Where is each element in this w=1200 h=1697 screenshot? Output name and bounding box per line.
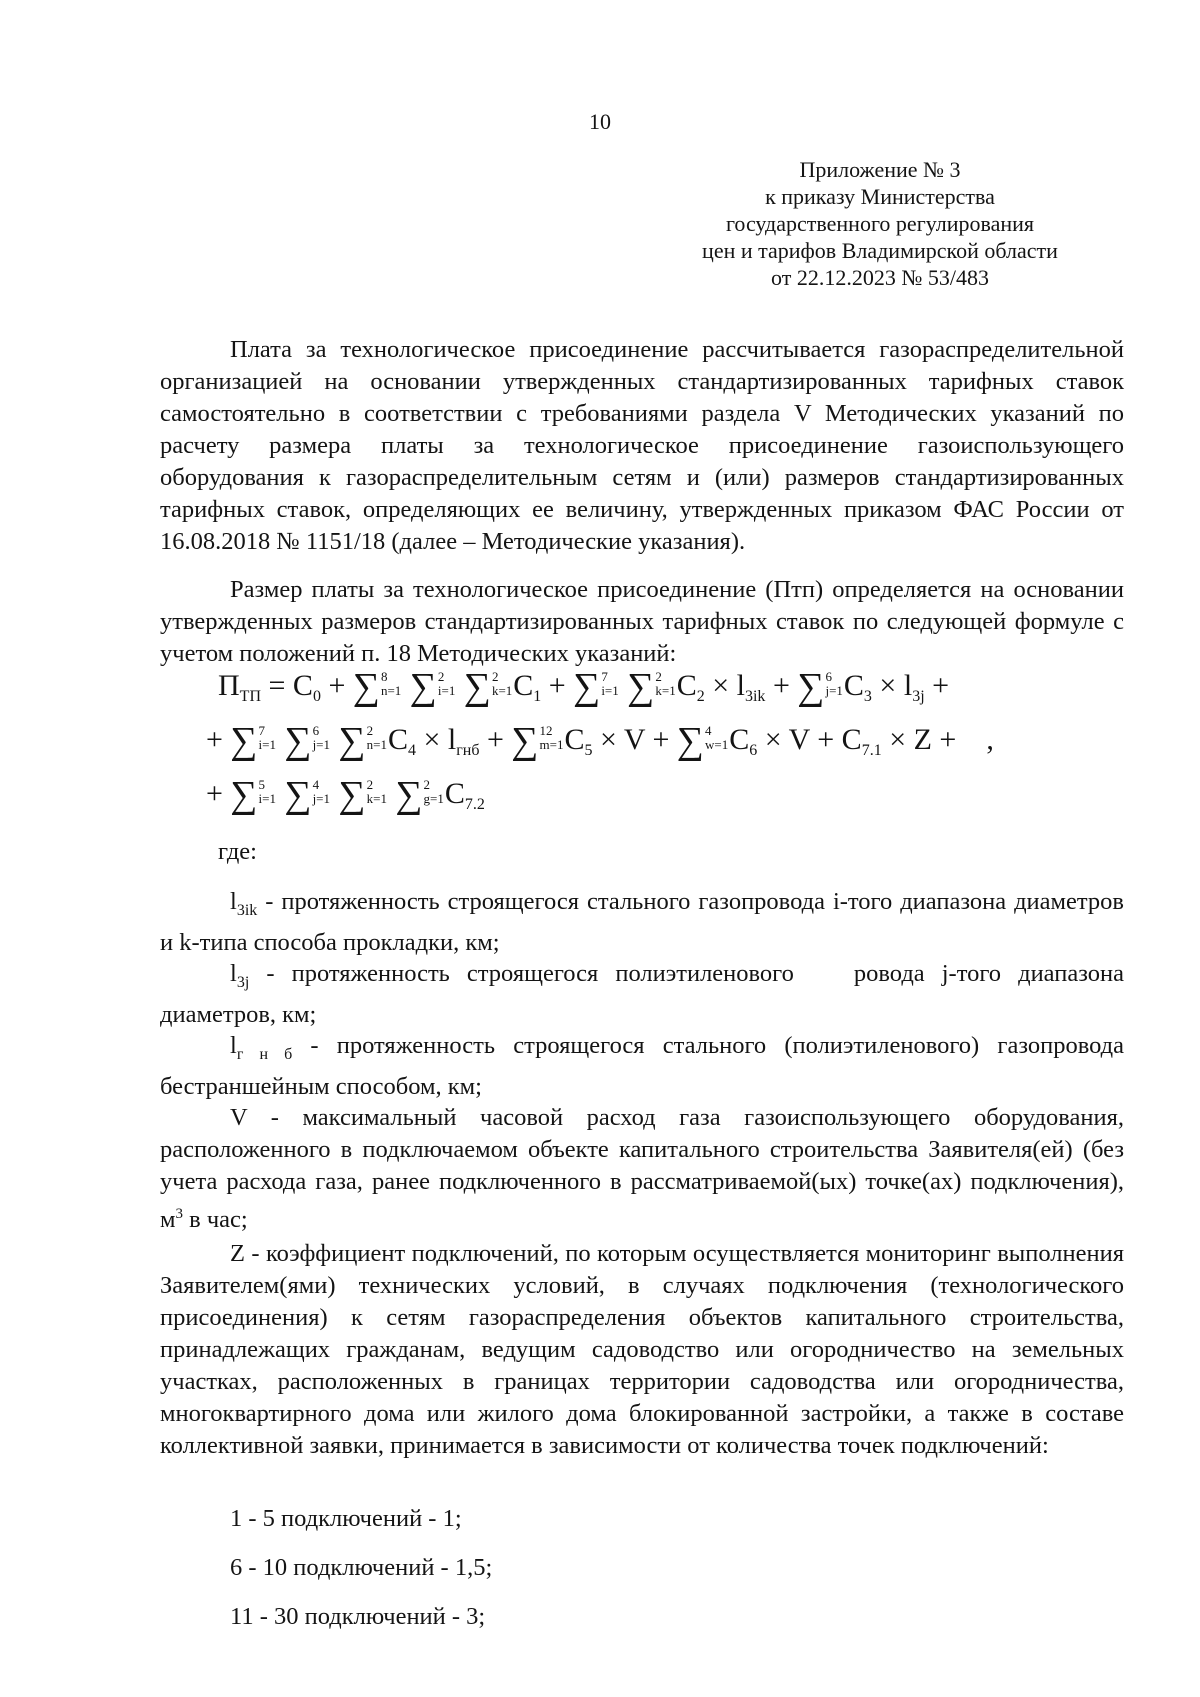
- definition-l3ik: $l_{3ik}$ - протяженность строящегося стального газопровода i-того диапазона диаметров и k-типа способа прокладки, км;: [160, 888, 1124, 956]
- formula-line-1: $П_{ТП} = C_0$ + ∑ 8 n=1 ∑ 2 i=1 ∑ 2 k=1 $C_1$ + ∑ 7 i=1 ∑ 2 k=1 $C_2 \times l_{3ik}$ + ∑ 6 j=1 $C_3 \times l_{3j}$ +: [218, 666, 950, 708]
- definition-l3j: $l_{3j}$ - протяженность строящегося полиэтиленового ровода j-того диапазона диаметров, км;: [160, 960, 1124, 1028]
- formula-line-2: + ∑ 7 i=1 ∑ 6 j=1 ∑ 2 n=1 $C_4 \times l_{гнб}$ + ∑ 12 m=1 $C_5 \times V$ + ∑ 4 w=1 $C_6 \times V + C_{7.1} \times Z$ + ,: [206, 720, 994, 762]
- fee-formula: [206, 666, 1078, 826]
- coefficient-item: 6 - 10 подключений - 1,5;: [230, 1554, 493, 1581]
- coefficient-item: 11 - 30 подключений - 3;: [230, 1603, 486, 1630]
- coefficient-item: 1 - 5 подключений - 1;: [230, 1505, 462, 1532]
- definition-lgnb: $l_{г н б}$ - протяженность строящегося стального (полиэтиленового) газопровода бестраншейным способом, км;: [160, 1032, 1124, 1100]
- intro-paragraph: Плата за технологическое присоединение рассчитывается газораспределительной организацией на основании утвержденных стандартизированных тарифных ставок самостоятельно в соответствии с требованиями раздела V Методических указаний по расчету размера платы за технологическое присоединение газоиспользующего оборудования к газораспределительным сетям и (или) размеров стандартизированных тарифных ставок, определяющих ее величину, утвержденных приказом ФАС России от 16.08.2018 № 1151/18 (далее – Методические указания).: [160, 336, 1124, 555]
- appendix-line: к приказу Министерства: [765, 184, 995, 209]
- appendix-line: государственного регулирования: [725, 211, 1035, 236]
- size-paragraph: Размер платы за технологическое присоединение (Птп) определяется на основании утвержденных размеров стандартизированных тарифных ставок по следующей формуле с учетом положений п. 18 Методических указаний:: [160, 576, 1124, 667]
- appendix-line: Приложение № 3: [799, 157, 961, 182]
- definition-v: V - максимальный часовой расход газа газоиспользующего оборудования, расположенного в подключаемом объекте капитального строительства Заявителя(ей) (без учета расхода газа, ранее подключенного в рассматриваемой(ых) точке(ах) подключения), $м^3$ в час;: [160, 1104, 1124, 1234]
- definition-z: Z - коэффициент подключений, по которым осуществляется мониторинг выполнения Заявителем(ями) технических условий, в случаях подключения (технологического присоединения) к сетям газораспределения объектов капитального строительства, принадлежащих гражданам, ведущим садоводство или огородничество на земельных участках, расположенных в границах территории садоводства или огородничества, многоквартирного дома или жилого дома блокированной застройки, а также в составе коллективной заявки, принимается в зависимости от количества точек подключений:: [160, 1240, 1124, 1459]
- where-label: где:: [218, 838, 257, 865]
- size-paragraph-block: [160, 574, 1124, 670]
- appendix-header: [650, 156, 1110, 291]
- appendix-line: от 22.12.2023 № 53/483: [771, 265, 989, 290]
- intro-paragraph-block: [160, 334, 1124, 558]
- appendix-line: цен и тарифов Владимирской области: [702, 238, 1058, 263]
- formula-line-3: + ∑ 5 i=1 ∑ 4 j=1 ∑ 2 k=1 ∑ 2 g=1 $C_{7.2}$: [206, 774, 485, 816]
- page-number: 10: [589, 109, 611, 134]
